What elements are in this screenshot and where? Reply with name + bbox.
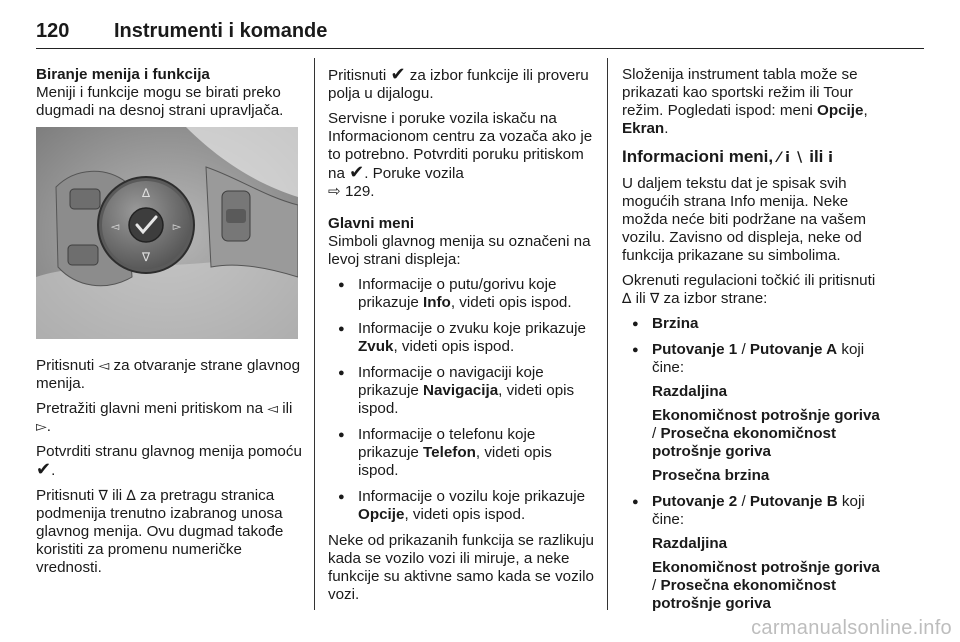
sub-item: Prosečna brzina xyxy=(652,467,770,484)
column-1 xyxy=(36,66,302,584)
left-arrow-icon: ◅ xyxy=(267,401,279,417)
paragraph: Servisne i poruke vozila iskaču na Informacionom centru za vozača ako je to potrebno. Potvrditi poruku pritiskom na ✔. Poruke vozila ⇨ 129. xyxy=(328,110,593,200)
sub-item: Ekonomičnost potrošnje goriva / Prosečna ekonomičnost potrošnje goriva xyxy=(652,559,880,612)
steering-wheel-controls-icon xyxy=(36,127,298,339)
page-number: 120 xyxy=(36,20,70,42)
svg-text:▻: ▻ xyxy=(172,220,182,233)
steering-wheel-figure xyxy=(36,127,298,339)
sub-item: Razdaljina xyxy=(652,383,728,400)
paragraph: Pritisnuti ∇ ili ∆ za pretragu stranica podmenija trenutno izabranog unosa glavnog menija. Ovu dugmad takođe koristiti za promenu numeričke vrednosti. xyxy=(36,487,284,576)
info-pages-list xyxy=(622,315,888,613)
paragraph: Pritisnuti ✔ za izbor funkcije ili proveru polja u dijalogu. xyxy=(328,64,589,102)
paragraph: Okrenuti regulacioni točkić ili pritisnuti ∆ ili ∇ za izbor strane: xyxy=(622,272,876,307)
sub-list xyxy=(652,383,888,485)
up-arrow-icon: ∆ xyxy=(622,291,632,307)
sub-list xyxy=(652,535,888,613)
down-arrow-icon: ∇ xyxy=(98,488,108,504)
column-2 xyxy=(328,66,594,611)
sub-item: Ekonomičnost potrošnje goriva / Prosečna ekonomičnost potrošnje goriva xyxy=(652,407,880,460)
list-item: ● Informacije o putu/gorivu koje prikazuje Info, videti opis ispod. xyxy=(328,276,594,312)
list-item: ● Informacije o navigaciji koje prikazuje Navigacija, videti opis ispod. xyxy=(328,364,594,418)
list-item: ● Informacije o zvuku koje prikazuje Zvuk, videti opis ispod. xyxy=(328,320,594,356)
left-arrow-icon: ◅ xyxy=(98,358,110,374)
right-arrow-icon: ▻ xyxy=(36,419,47,435)
page-reference[interactable]: ⇨ 129. xyxy=(328,183,375,200)
list-item: ● Putovanje 2 / Putovanje B koji čine: Razdaljina Ekonomičnost potrošnje goriva / Prosečna ekonomičnost potrošnje goriva xyxy=(622,493,888,613)
column-divider xyxy=(314,58,315,610)
paragraph: U daljem tekstu dat je spisak svih mogućih strana Info menija. Neke možda neće biti podržane na vašem vozilu. Zavisno od displeja, neke od funkcija prikazane su simbolima. xyxy=(622,175,866,264)
paragraph: Složenija instrument tabla može se prikazati kao sportski režim ili Tour režim. Pogledati ispod: meni Opcije, Ekran. xyxy=(622,66,868,137)
page-title: Instrumenti i komande xyxy=(114,20,328,42)
svg-text:◅: ◅ xyxy=(110,220,120,233)
paragraph: Simboli glavnog menija su označeni na levoj strani displeja: xyxy=(328,233,591,268)
sub-item: Razdaljina xyxy=(652,535,728,552)
list-item: ● Informacije o telefonu koje prikazuje Telefon, videti opis ispod. xyxy=(328,426,594,480)
page-header xyxy=(36,10,926,50)
paragraph: Potvrditi stranu glavnog menija pomoću ✔. xyxy=(36,443,302,480)
column-3 xyxy=(622,66,888,621)
paragraph: Neke od prikazanih funkcija se razlikuju kada se vozilo vozi ili miruje, a neke funkcije su aktivne samo kada se vozilo vozi. xyxy=(328,532,594,603)
svg-text:∆: ∆ xyxy=(141,186,151,200)
main-menu-list xyxy=(328,276,594,524)
paragraph: Pretražiti glavni meni pritiskom na ◅ ili ▻. xyxy=(36,400,293,435)
paragraph: Pritisnuti ◅ za otvaranje strane glavnog menija. xyxy=(36,357,301,392)
up-arrow-icon: ∆ xyxy=(126,488,136,504)
checkmark-icon: ✔ xyxy=(349,162,365,183)
watermark: carmanualsonline.info xyxy=(751,617,952,639)
checkmark-icon: ✔ xyxy=(390,64,406,85)
section-heading: Informacioni meni, ⁄ i ∖ ili i xyxy=(622,147,833,166)
down-arrow-icon: ∇ xyxy=(649,291,660,307)
info-menu-icon: ⁄ i ∖ xyxy=(777,150,805,166)
header-divider xyxy=(36,48,924,49)
svg-text:∇: ∇ xyxy=(141,250,151,264)
list-item: ● Brzina xyxy=(622,315,888,333)
paragraph: Meniji i funkcije mogu se birati preko dugmadi na desnoj strani upravljača. xyxy=(36,84,284,119)
checkmark-icon: ✔ xyxy=(36,459,52,480)
info-icon: i xyxy=(828,150,833,166)
column-divider xyxy=(607,58,608,610)
list-item: ● Informacije o vozilu koje prikazuje Opcije, videti opis ispod. xyxy=(328,488,594,524)
section-heading: Biranje menija i funkcija xyxy=(36,66,210,83)
section-heading: Glavni meni xyxy=(328,215,415,232)
list-item: ● Putovanje 1 / Putovanje A koji čine: Razdaljina Ekonomičnost potrošnje goriva / Prosečna ekonomičnost potrošnje goriva Prosečna brzina xyxy=(622,341,888,485)
